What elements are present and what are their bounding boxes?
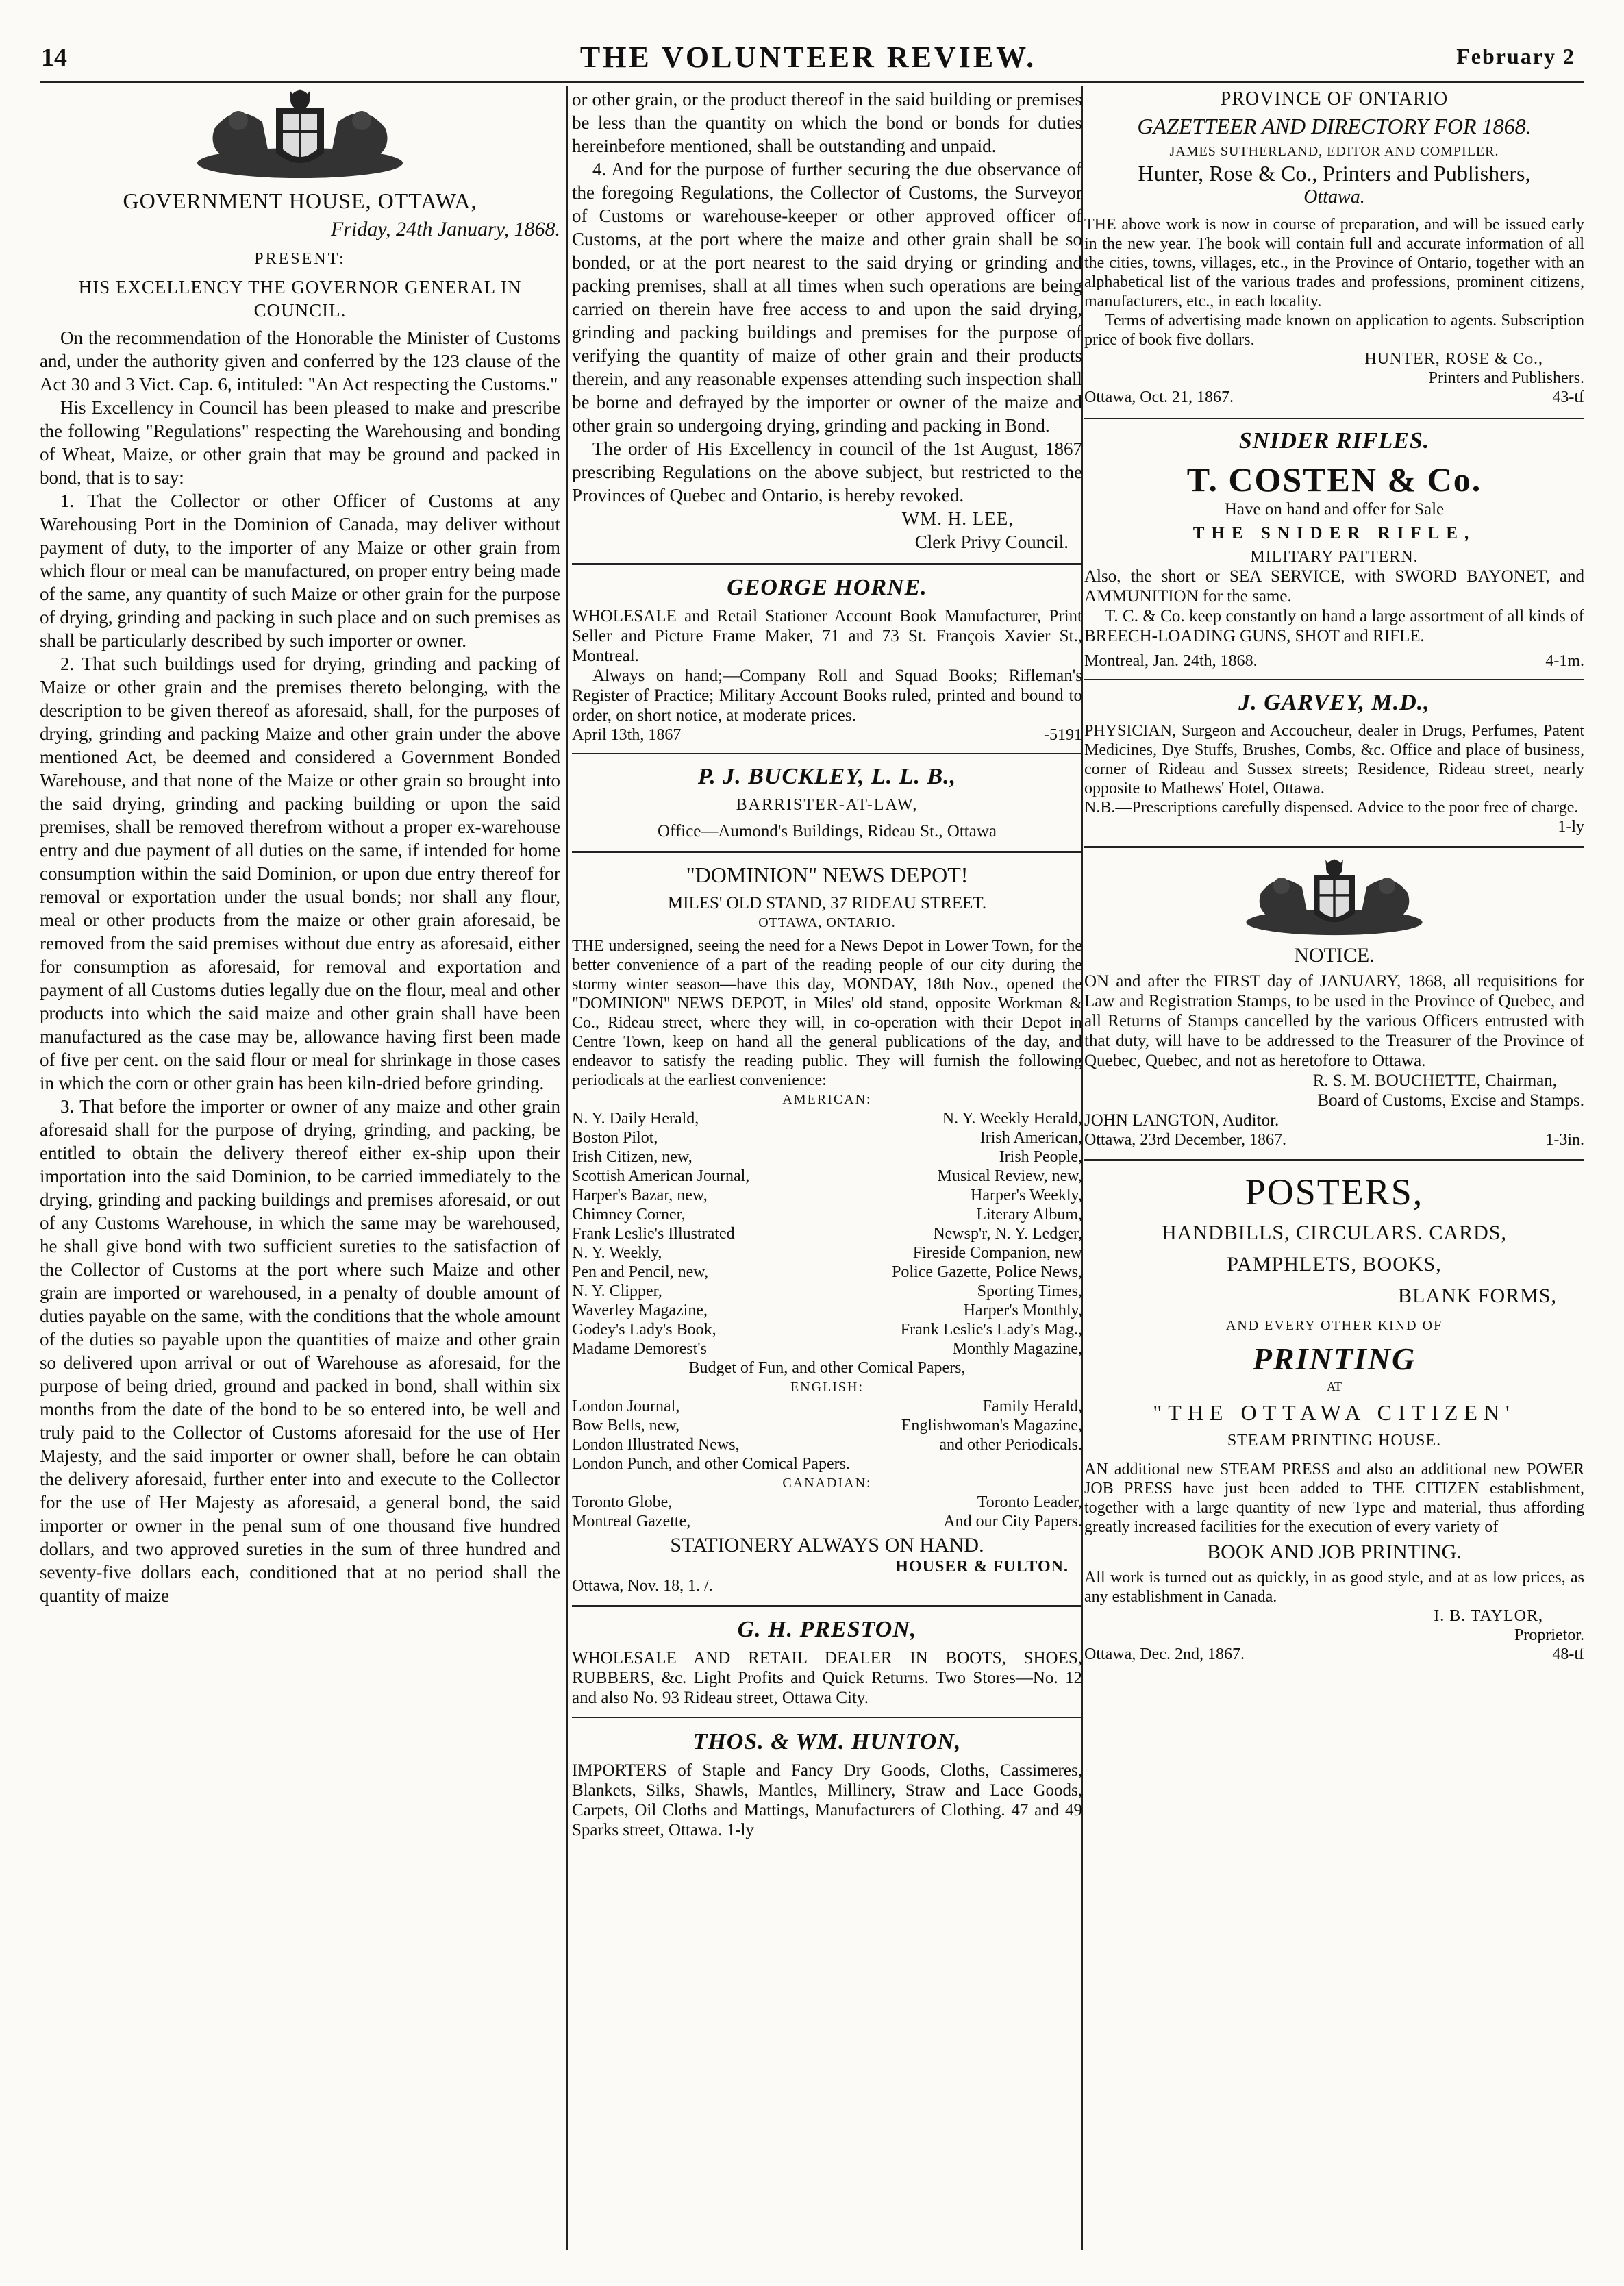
ad-code: 1-ly bbox=[1558, 818, 1584, 836]
citizen-date: Ottawa, Dec. 2nd, 1867. bbox=[1084, 1645, 1245, 1663]
periodical-row bbox=[572, 1493, 1082, 1512]
citizen-heading-2: BOOK AND JOB PRINTING. bbox=[1207, 1541, 1462, 1563]
masthead bbox=[41, 40, 1575, 78]
periodical-name: Irish People, bbox=[999, 1148, 1082, 1166]
citizen-signature: Proprietor. bbox=[1514, 1626, 1584, 1644]
periodical-row bbox=[572, 1320, 1082, 1339]
ad-code: 4-1m. bbox=[1545, 652, 1584, 670]
periodical-name: Newsp'r, N. Y. Ledger, bbox=[933, 1225, 1082, 1243]
divider bbox=[572, 563, 1082, 565]
periodicals-english-list bbox=[572, 1397, 1082, 1454]
periodical-name: London Journal, bbox=[572, 1397, 680, 1415]
periodicals-canadian-list bbox=[572, 1493, 1082, 1531]
periodical-name: Chimney Corner, bbox=[572, 1206, 686, 1223]
printing-item: BLANK FORMS, bbox=[1397, 1284, 1557, 1307]
ad-text: N.B.—Prescriptions carefully dispensed. Advice to the poor free of charge. bbox=[1084, 799, 1579, 817]
list-heading: AMERICAN: bbox=[782, 1092, 872, 1107]
ad-text: Terms of advertising made known on application to agents. Subscription price of book five dollars. bbox=[1084, 312, 1584, 349]
periodical-row bbox=[572, 1282, 1082, 1301]
printing-heading: PRINTING bbox=[1252, 1341, 1416, 1376]
notice-date: Ottawa, 23rd December, 1867. bbox=[1084, 1131, 1286, 1149]
periodical-name: Irish Citizen, new, bbox=[572, 1148, 692, 1166]
paragraph: or other grain, or the product thereof in the said building or premises be less than the quantity on which the bond or bonds for duties hereinbefore mentioned, shall be outstanding and unpaid. bbox=[572, 89, 1082, 156]
ad-text: Always on hand;—Company Roll and Squad Books; Rifleman's Register of Practice; Military Account Books ruled, printed and bound to order, on short notice, at moderate prices. bbox=[572, 667, 1082, 725]
divider bbox=[572, 1717, 1082, 1719]
ad-text: THE above work is now in course of preparation, and will be issued early in the new year. The book will contain full and accurate information of all the cities, towns, villages, etc., in the Province of Ontario, together with an alphabetical list of the various trades and professions, prominent citizens, manufacturers, etc., in each locality. bbox=[1084, 216, 1584, 310]
ad-subheading: BARRISTER-AT-LAW, bbox=[736, 796, 919, 814]
periodical-name: Sporting Times, bbox=[977, 1282, 1082, 1300]
issue-date: February 2 bbox=[1456, 44, 1575, 69]
periodical-name: Bow Bells, new, bbox=[572, 1417, 680, 1434]
list-heading: CANADIAN: bbox=[782, 1476, 872, 1491]
periodical-row bbox=[572, 1416, 1082, 1435]
periodical-name: Frank Leslie's Illustrated bbox=[572, 1225, 735, 1243]
ad-footer bbox=[1084, 651, 1584, 671]
notice-heading: NOTICE. bbox=[1294, 944, 1375, 967]
ad-heading: GAZETTEER AND DIRECTORY FOR 1868. bbox=[1137, 114, 1532, 138]
ad-subheading: JAMES SUTHERLAND, EDITOR AND COMPILER. bbox=[1169, 144, 1499, 159]
printing-at: AT bbox=[1327, 1380, 1342, 1393]
list-heading: ENGLISH: bbox=[790, 1380, 864, 1395]
ad-text: WHOLESALE and Retail Stationer Account Book Manufacturer, Print Seller and Picture Frame Maker, 71 and 73 St. François Xavier St., Montreal. bbox=[572, 607, 1082, 665]
citizen-subheading: STEAM PRINTING HOUSE. bbox=[1227, 1432, 1442, 1450]
ad-signature: HOUSER & FULTON. bbox=[895, 1558, 1069, 1576]
paragraph: His Excellency in Council has been pleased to make and prescribe the following "Regulations" respecting the Warehousing and bonding of Wheat, Maize, or other grain that may be ground and packed in bond, that is to say: bbox=[40, 397, 560, 488]
periodical-row bbox=[572, 1147, 1082, 1167]
periodical-name: Family Herald, bbox=[982, 1397, 1082, 1415]
signature-name: WM. H. LEE, bbox=[901, 508, 1014, 529]
page-number: 14 bbox=[41, 43, 67, 72]
printing-item: AND EVERY OTHER KIND OF bbox=[1225, 1318, 1443, 1333]
ad-city: Ottawa. bbox=[1303, 186, 1365, 208]
dateline: Friday, 24th January, 1868. bbox=[331, 218, 560, 240]
divider bbox=[1084, 679, 1584, 680]
divider bbox=[1084, 846, 1584, 848]
periodical-row bbox=[572, 1339, 1082, 1358]
periodical-row bbox=[572, 1301, 1082, 1320]
column-rule bbox=[566, 86, 568, 2250]
periodical-name: Harper's Weekly, bbox=[971, 1187, 1082, 1204]
present-label: PRESENT: bbox=[254, 250, 346, 268]
notice-code: 1-3in. bbox=[1545, 1131, 1584, 1149]
divider bbox=[1084, 417, 1584, 419]
periodical-name: Toronto Leader, bbox=[977, 1493, 1082, 1511]
ad-heading: THOS. & WM. HUNTON, bbox=[692, 1729, 962, 1754]
periodical-name: Scottish American Journal, bbox=[572, 1167, 750, 1185]
periodical-name: N. Y. Weekly, bbox=[572, 1244, 662, 1262]
column-1 bbox=[40, 88, 560, 2252]
ad-city: OTTAWA, ONTARIO. bbox=[758, 915, 896, 930]
paragraph: 3. That before the importer or owner of any maize and other grain aforesaid shall for the purpose of drying, grinding, and packing, be entitled to obtain the delivery thereof either ex-ship upon their importation into the said Dominion, to be carried immediately to the drying, grinding and packing buildings and premises aforesaid, or out of any Customs Warehouse, in which the same may be warehoused, he shall give bond with two sufficient sureties to the satisfaction of the Collector of Customs at the port where such Maize and other grain are imported or warehoused, in a penalty of double amount of duties payable on the same, with the conditions that the whole amount of the duties so payable upon the quantities of maize and other grain so delivered upon arrival or out of Warehouse as aforesaid, for the purpose of being dried, ground and packed in bond, shall within six months from the date of the bond to be so entered into, be well and truly paid to the Collector of Customs aforesaid for the use of Her Majesty, and the said importer or owner shall, before he can obtain the delivery aforesaid, further enter into and execute to the Collector for the use of Her Majesty as aforesaid, a general bond, the said importer or owner in the penal sum of one thousand five hundred dollars, and two approved sureties in the sum of three hundred and seventy-five dollars each, conditioned that at no period shall the quantity of maize bbox=[40, 1096, 560, 1606]
notice-text: ON and after the FIRST day of JANUARY, 1868, all requisitions for Law and Registration Stamps, to be used in the Province of Quebec, and all Returns of Stamps cancelled by the various Officers entrusted with that duty, will have to be addressed to the Treasurer of the Province of Quebec, Quebec, and not as heretofore to Ottawa. bbox=[1084, 972, 1584, 1070]
council-heading: HIS EXCELLENCY THE GOVERNOR GENERAL IN COUNCIL. bbox=[78, 277, 522, 321]
ad-date: Ottawa, Nov. 18, 1. /. bbox=[572, 1577, 713, 1595]
periodical-name: Toronto Globe, bbox=[572, 1493, 673, 1511]
periodical-name: Englishwoman's Magazine, bbox=[901, 1417, 1082, 1434]
periodical-name: Fireside Companion, new bbox=[912, 1244, 1082, 1262]
masthead-rule bbox=[40, 81, 1584, 83]
periodical-name: Boston Pilot, bbox=[572, 1129, 658, 1147]
printing-item: HANDBILLS, CIRCULARS. CARDS, bbox=[1162, 1221, 1507, 1244]
periodical-name: London Illustrated News, bbox=[572, 1436, 740, 1454]
ad-text: PHYSICIAN, Surgeon and Accoucheur, dealer in Drugs, Perfumes, Patent Medicines, Dye Stuffs, Brushes, Combs, &c. Office and place of business, corner of Rideau and Sussex streets; Residence, Rideau street, nearly opposite to Mathews' Hotel, Ottawa. bbox=[1084, 722, 1584, 797]
ad-text: THE undersigned, seeing the need for a News Depot in Lower Town, for the better convenience of a part of the reading people of our city during the stormy winter season—have this day, MONDAY, 18th Nov., opened the "DOMINION" NEWS DEPOT, in Miles' old stand, opposite Workman & Co., Rideau street, where they will, in co-operation with their Depot in Centre Town, keep on hand all the general publications of the day, and endeavor to satisfy the reading public. They will furnish the following periodicals at the earliest convenience: bbox=[572, 937, 1082, 1089]
paragraph: 1. That the Collector or other Officer of Customs at any Warehousing Port in the Dominion of Canada, may deliver without payment of duty, to the importer of any Maize or other grain from which flour or meal can be manufactured, on proper entry being made of the same, any quantity of such Maize or other grain for the purpose of drying, grinding and packing in such place and on such premises as shall be particularly described by such importer or owner. bbox=[40, 490, 560, 651]
periodical-name: Irish American, bbox=[979, 1129, 1082, 1147]
printing-item: PAMPHLETS, BOOKS, bbox=[1227, 1253, 1442, 1276]
citizen-code: 48-tf bbox=[1552, 1645, 1584, 1663]
periodicals-american-list bbox=[572, 1109, 1082, 1358]
ad-footer bbox=[1084, 388, 1584, 407]
ad-signature: HUNTER, ROSE & Co., bbox=[1364, 350, 1543, 368]
divider bbox=[572, 753, 1082, 754]
citizen-text: AN additional new STEAM PRESS and also an additional new POWER JOB PRESS have just been added to THE CITIZEN establishment, together with a large quantity of new Type and material, thus affording greatly increased facilities for the execution of every variety of bbox=[1084, 1461, 1584, 1536]
ad-publisher: Hunter, Rose & Co., Printers and Publishers, bbox=[1138, 161, 1531, 186]
column-2 bbox=[572, 88, 1082, 2252]
citizen-signature: I. B. TAYLOR, bbox=[1434, 1607, 1543, 1625]
citizen-text: All work is turned out as quickly, in as good style, and at as low prices, as any establishment in Canada. bbox=[1084, 1569, 1584, 1606]
notice-signature: R. S. M. BOUCHETTE, Chairman, bbox=[1312, 1071, 1557, 1090]
ad-code: 43-tf bbox=[1552, 388, 1584, 406]
ad-text: Have on hand and offer for Sale bbox=[1224, 500, 1445, 519]
periodical-row bbox=[572, 1243, 1082, 1263]
periodical-row bbox=[572, 1263, 1082, 1282]
ad-text: IMPORTERS of Staple and Fancy Dry Goods, Cloths, Cassimeres, Blankets, Silks, Shawls, Mantles, Millinery, Straw and Lace Goods, Carpets, Oil Cloths and Mattings, Manufacturers of Clothing. 47 and 49 Sparks street, Ottawa. 1-ly bbox=[572, 1761, 1082, 1839]
periodical-name: Literary Album, bbox=[976, 1206, 1082, 1223]
ad-heading: GEORGE HORNE. bbox=[727, 575, 927, 600]
divider bbox=[1084, 1159, 1584, 1161]
column-3 bbox=[1084, 88, 1584, 2252]
periodical-row bbox=[572, 1435, 1082, 1454]
heading-government-house: GOVERNMENT HOUSE, OTTAWA, bbox=[123, 188, 477, 213]
divider bbox=[572, 1605, 1082, 1607]
signature-title: Clerk Privy Council. bbox=[914, 532, 1069, 552]
ad-heading: P. J. BUCKLEY, L. L. B., bbox=[697, 764, 957, 789]
periodical-row bbox=[572, 1512, 1082, 1531]
paragraph: 2. That such buildings used for drying, grinding and packing of Maize or other grain and the premises thereto belonging, with the description to be given thereof as aforesaid, shall, for the purposes of drying, grinding and packing Maize and other grain under the above mentioned Act, be deemed and considered a Government Bonded Warehouse, and that none of the Maize or other grain so brought into the said drying, grinding and packing building or upon the said premises, shall be removed therefrom without a proper ex-warehouse entry and due payment of all duties on the same, if intended for home consumption within the said Dominion, or upon due entry thereof for removal or exportation under the usual bonds; nor shall any flour, meal or other products from the maize or other grain aforesaid, be removed from the said premises without due entry as aforesaid, either for consumption as aforesaid, for removal and exportation and payment of all Customs duties legally due on the flour, meal and other products into which the said maize and other grain shall have been manufactured as the case may be, allowance having first been made of five per cent. on the said flour or meal for shrinkage in those cases in which the corn or other grain has been kiln-dried before grinding. bbox=[40, 654, 560, 1093]
periodical-name: And our City Papers. bbox=[943, 1513, 1082, 1530]
paragraph: On the recommendation of the Honorable the Minister of Customs and, under the authority given and conferred by the 123 clause of the Act 30 and 3 Vict. Cap. 6, intituled: "An Act respecting the Customs." bbox=[40, 327, 560, 395]
ad-text: T. C. & Co. keep constantly on hand a large assortment of all kinds of BREECH-LOADING GUNS, SHOT and RIFLE. bbox=[1084, 607, 1584, 645]
periodical-name: N. Y. Clipper, bbox=[572, 1282, 662, 1300]
periodical-name: Monthly Magazine, bbox=[952, 1340, 1082, 1358]
periodical-name: N. Y. Daily Herald, bbox=[572, 1110, 699, 1128]
ad-text: Office—Aumond's Buildings, Rideau St., Ottawa bbox=[658, 822, 997, 841]
periodical-name: Harper's Monthly, bbox=[963, 1302, 1082, 1319]
periodical-name: Godey's Lady's Book, bbox=[572, 1321, 716, 1339]
ad-heading: "DOMINION" NEWS DEPOT! bbox=[686, 862, 969, 887]
periodical-name: Musical Review, new, bbox=[937, 1167, 1082, 1185]
periodical-row bbox=[572, 1128, 1082, 1147]
periodical-name: Madame Demorest's bbox=[572, 1340, 707, 1358]
periodical-name: Pen and Pencil, new, bbox=[572, 1263, 709, 1281]
periodical-name: N. Y. Weekly Herald, bbox=[942, 1110, 1082, 1128]
ad-heading: G. H. PRESTON, bbox=[737, 1617, 917, 1642]
ad-text: THE SNIDER RIFLE, bbox=[1192, 524, 1476, 543]
posters-heading: POSTERS, bbox=[1245, 1171, 1424, 1213]
periodical-name: and other Periodicals. bbox=[939, 1436, 1082, 1454]
ad-company: T. COSTEN & Co. bbox=[1186, 460, 1482, 499]
citizen-footer bbox=[1084, 1645, 1584, 1664]
ad-heading: SNIDER RIFLES. bbox=[1238, 428, 1430, 454]
ad-date: April 13th, 1867 bbox=[572, 726, 682, 744]
periodical-name: Montreal Gazette, bbox=[572, 1513, 691, 1530]
periodical-row bbox=[572, 1109, 1082, 1128]
periodical-row bbox=[572, 1167, 1082, 1186]
periodical-name: Police Gazette, Police News, bbox=[892, 1263, 1082, 1281]
ad-subheading: MILES' OLD STAND, 37 RIDEAU STREET. bbox=[667, 894, 987, 912]
ad-signature: Printers and Publishers. bbox=[1428, 369, 1584, 387]
periodical-row bbox=[572, 1205, 1082, 1224]
stationery-line: STATIONERY ALWAYS ON HAND. bbox=[670, 1534, 984, 1556]
periodical-row bbox=[572, 1186, 1082, 1205]
ad-footer bbox=[572, 725, 1082, 745]
paragraph: The order of His Excellency in council of the 1st August, 1867 prescribing Regulations on the above subject, but restricted to the Provinces of Quebec and Ontario, is hereby revoked. bbox=[572, 438, 1082, 506]
periodical-name: Harper's Bazar, new, bbox=[572, 1187, 708, 1204]
ad-date: Montreal, Jan. 24th, 1868. bbox=[1084, 652, 1258, 670]
divider bbox=[572, 851, 1082, 853]
periodical-row bbox=[572, 1397, 1082, 1416]
ad-heading: PROVINCE OF ONTARIO bbox=[1220, 88, 1449, 110]
paragraph: 4. And for the purpose of further securing the due observance of the foregoing Regulations, the Collector of Customs, the Surveyor of Customs or warehouse-keeper or other approved officer of Customs, at the port where the maize and other grain shall be so bonded, or at the port nearest to the said drying or grinding and packing premises, shall at all times when such operations are being carried on therein have free access to and upon the said drying, grinding and packing buildings and premises for the purpose of verifying the quantity of maize of other grain and their products therein, and any reasonable expenses attending such inspection shall be borne and defrayed by the importer or owner of the maize and other grain so undergoing drying, grinding and packing in Bond. bbox=[572, 159, 1082, 436]
periodical-name: Waverley Magazine, bbox=[572, 1302, 708, 1319]
notice-auditor: JOHN LANGTON, Auditor. bbox=[1084, 1111, 1279, 1130]
list-item: London Punch, and other Comical Papers. bbox=[572, 1455, 850, 1473]
ad-date: Ottawa, Oct. 21, 1867. bbox=[1084, 388, 1234, 406]
list-item: Budget of Fun, and other Comical Papers, bbox=[688, 1359, 966, 1377]
notice-footer bbox=[1084, 1130, 1584, 1150]
ad-text: Also, the short or SEA SERVICE, with SWORD BAYONET, and AMMUNITION for the same. bbox=[1084, 567, 1584, 606]
notice-signature: Board of Customs, Excise and Stamps. bbox=[1317, 1091, 1584, 1110]
citizen-heading: "THE OTTAWA CITIZEN' bbox=[1153, 1400, 1516, 1425]
royal-coat-of-arms-icon bbox=[1232, 858, 1437, 940]
periodical-row bbox=[572, 1224, 1082, 1243]
royal-coat-of-arms-icon bbox=[187, 88, 413, 184]
newspaper-title: THE VOLUNTEER REVIEW. bbox=[579, 40, 1037, 74]
ad-code: -5191 bbox=[1044, 726, 1082, 744]
ad-text: MILITARY PATTERN. bbox=[1250, 548, 1419, 566]
periodical-name: Frank Leslie's Lady's Mag., bbox=[900, 1321, 1082, 1339]
ad-text: WHOLESALE AND RETAIL DEALER IN BOOTS, SHOES, RUBBERS, &c. Light Profits and Quick Returns. Two Stores—No. 12 and also No. 93 Rideau street, Ottawa City. bbox=[572, 1649, 1082, 1707]
ad-heading: J. GARVEY, M.D., bbox=[1238, 690, 1430, 715]
